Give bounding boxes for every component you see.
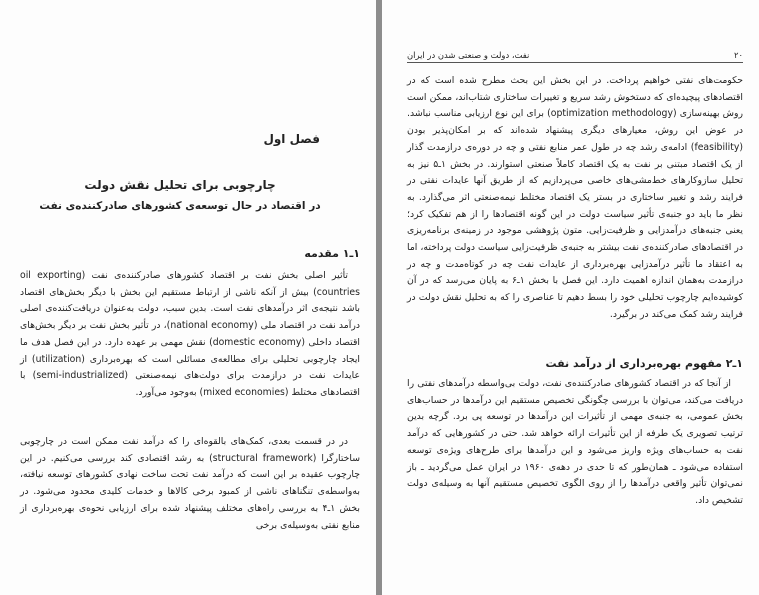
paragraph-text: حکومت‌های نفتی خواهیم پرداخت. در این بخش این بحث مطرح شده است که در اقتصادهای پیچیده‌ای که دستخوش رشد سریع و تغییرات ساختاری شتاب‌اند، ممکن است روش بهینه‌سازی (optimization methodology) برای این نوع ارزیابی مناسب نباشد. در عوض این روش، معیارهای دیگری پیشنهاد شده‌اند که بر امکان‌پذیر بودن (feasibility) ادامه‌ی رشد چه در طول عمر منابع نفتی و چه در دوره‌ی درازمدت گذار از یک اقتصاد مبتنی بر نفت به یک اقتصاد کاملاً صنعتی استوارند. در بخش ۱ـ۵ نیز به تحلیل سازوکارهای خط‌مشی‌های خاصی می‌پردازیم که از طریق آنها عایدات نفتی در فرایند رشد و تغییر ساختاری در بستر یک اقتصاد مختلط نیمه‌صنعتی اثر می‌گذارد. به نظر ما باید دو جنبه‌ی تأثیر سیاست دولت در این گونه اقتصادها را از هم تفکیک کرد؛ یعنی جنبه‌های درآمدزایی و ظرفیت‌زایی. متون پژوهشی موجود در زمینه‌ی برنامه‌ریزی در اقتصادهای صادرکننده‌ی نفت بیشتر به جنبه‌ی ظرفیت‌زایی سیاست دولت پرداخته، اما به اعتقاد ما تأثیر درآمدزایی بهره‌برداری از عایدات نفت چه در کوتاه‌مدت و چه در درازمدت به‌همان اندازه اهمیت دارد. این فصل با بخش ۱ـ۶ به پایان می‌رسد که در آن کوشیده‌ایم چارچوب تحلیلی خود را بسط دهیم تا عناصری را که به تحلیل نقش دولت در فرایند رشد کمک می‌کند در برگیرد. bbox=[407, 75, 743, 320]
left-paragraph-2 bbox=[20, 434, 360, 534]
section-heading-oil-revenue: ۱ـ۲ مفهوم بهره‌برداری از درآمد نفت bbox=[545, 357, 743, 370]
section-heading-introduction: ۱ـ۱ مقدمه bbox=[304, 247, 360, 260]
running-header bbox=[407, 48, 743, 63]
chapter-title bbox=[20, 178, 340, 212]
paragraph-text: از آنجا که در اقتصاد کشورهای صادرکننده‌ی نفت، دولت بی‌واسطه درآمدهای نفتی را دریافت می‌کند، می‌توان با بررسی چگونگی تخصیص مستقیم این درآمدها در حساب‌های بخش عمومی، به جنبه‌ی مهمی از تأثیرات این درآمدها در توسعه پی برد. گرچه بدین ترتیب تصویری یک طرفه از این تأثیرات ارائه خواهد شد. حتی در کشورهایی که درآمد نفت به حساب‌های ویژه واریز می‌شود و این درآمدها برای طرح‌های ویژه‌ی توسعه استفاده می‌شود ـ همان‌طور که تا حدی در دهه‌ی ۱۹۶۰ در ایران عمل می‌گردید ـ باز نمی‌توان تأثیر واقعی درآمدها را از روی الگوی تخصیص مستقیم آنها به وسیله‌ی دولت تشخیص داد. bbox=[407, 378, 743, 506]
paragraph-text: تأثیر اصلی بخش نفت بر اقتصاد کشورهای صادرکننده‌ی نفت (oil exporting countries) بیش از آنکه ناشی از ارتباط مستقیم این بخش با دیگر بخش‌های اقتصاد باشد نتیجه‌ی اثر درآمدهای نفت است. بدین سبب، دولت به‌عنوان دریافت‌کننده‌ی اصلی درآمد نفت در اقتصاد ملی (national economy)، در تأثیر بخش نفت بر دیگر بخش‌های اقتصاد داخلی (domestic economy) نقش مهمی بر عهده دارد. در این فصل هدف ما ایجاد چارچوبی تحلیلی برای مطالعه‌ی مسائلی است که بهره‌برداری (utilization) از عایدات نفت در درازمدت برای دولت‌های نیمه‌صنعتی (semi-industrialized) با اقتصادهای مختلط (mixed economies) به‌وجود می‌آورد. bbox=[20, 270, 361, 398]
running-title: نفت، دولت و صنعتی شدن در ایران bbox=[407, 50, 530, 60]
right-paragraph-1 bbox=[407, 73, 743, 324]
chapter-label: فصل اول bbox=[263, 132, 320, 146]
chapter-title-line1: چارچوبی برای تحلیل نقش دولت bbox=[84, 178, 276, 192]
right-page bbox=[382, 0, 759, 595]
chapter-title-line2: در اقتصاد در حال توسعه‌ی کشورهای صادرکننده‌ی نفت bbox=[39, 200, 321, 212]
right-paragraph-2 bbox=[407, 376, 743, 510]
left-paragraph-1 bbox=[20, 268, 360, 402]
paragraph-text: در در قسمت بعدی، کمک‌های بالقوه‌ای را که درآمد نفت ممکن است در چارچوبی ساختارگرا (structural framework) به رشد اقتصادی کند بررسی می‌کنیم. در این چارچوب عقیده بر این است که درآمد نفت تحت ساخت نهادی کشورهای توسعه نیافته، به‌واسطه‌ی تنگناهای ناشی از کمبود برخی کالاها و خدمات کلیدی محدود می‌شود. در بخش ۱ـ۴ به بررسی راه‌های مختلف پیشنهاد شده برای ارزیابی نحوه‌ی بهره‌برداری از منابع نفتی به‌وسیله‌ی برخی bbox=[20, 436, 360, 531]
page-number: ۲۰ bbox=[734, 50, 743, 60]
left-page bbox=[0, 0, 376, 595]
